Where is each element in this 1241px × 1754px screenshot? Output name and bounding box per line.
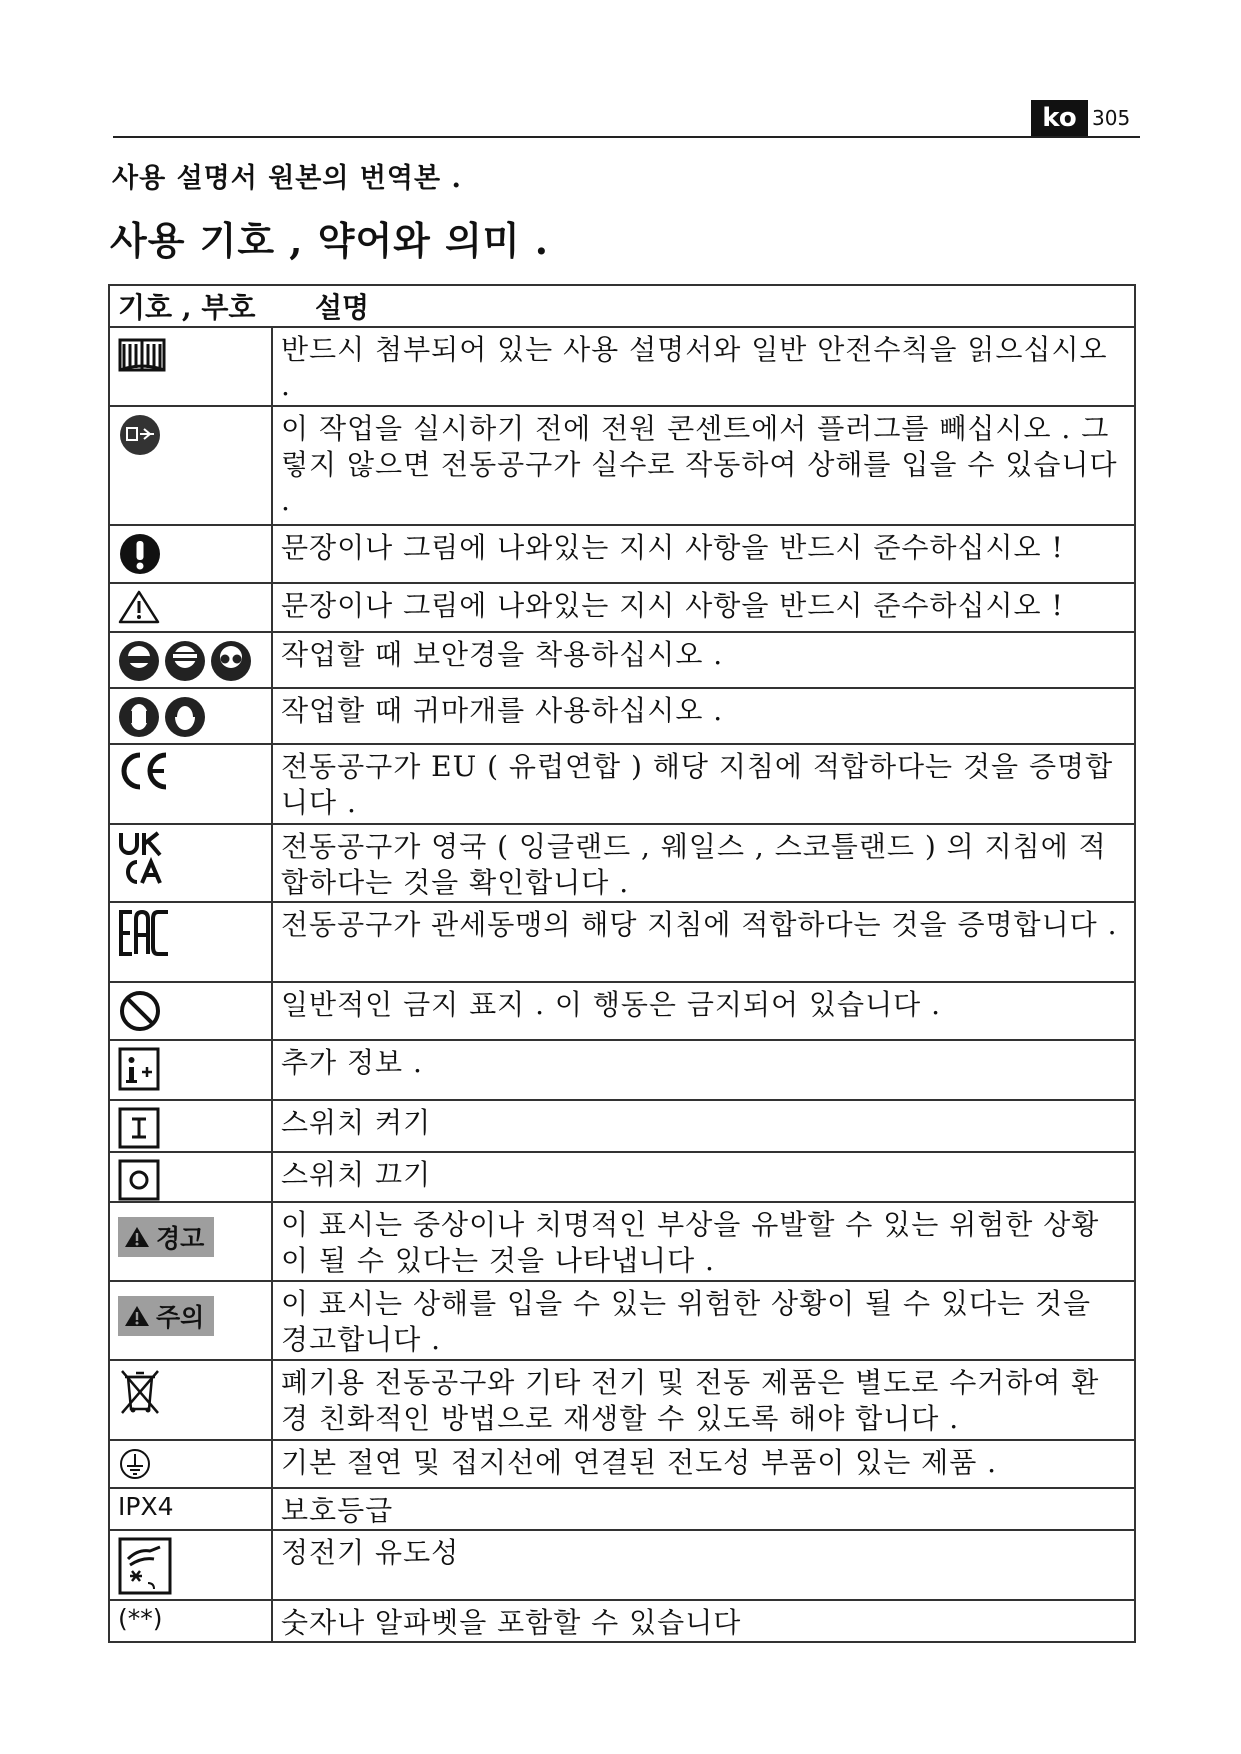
ukca-mark-icon xyxy=(118,831,164,885)
prohibition-icon xyxy=(118,989,162,1033)
table-row xyxy=(109,1202,1135,1281)
description-cell: 숫자나 알파벳을 포함할 수 있습니다 xyxy=(272,1600,1135,1642)
description-cell: 전동공구가 EU ( 유럽연합 ) 해당 지침에 적합하다는 것을 증명합니다 . xyxy=(272,744,1135,824)
info-plus-icon xyxy=(118,1047,160,1091)
document-subtitle: 사용 설명서 원본의 번역본 . xyxy=(112,163,462,194)
table-row xyxy=(109,1360,1135,1440)
symbol-cell xyxy=(109,406,272,525)
ipx4-symbol: IPX4 xyxy=(118,1492,174,1521)
symbol-cell xyxy=(109,1202,272,1281)
symbol-cell xyxy=(109,1360,272,1440)
eac-mark-icon xyxy=(118,909,170,957)
switch-off-icon xyxy=(118,1159,160,1201)
table-header-row xyxy=(109,285,1135,327)
description-cell: 기본 절연 및 접지선에 연결된 전도성 부품이 있는 제품 . xyxy=(272,1440,1135,1488)
caution-label-text: 주의 xyxy=(156,1303,205,1332)
description-cell: 일반적인 금지 표지 . 이 행동은 금지되어 있습니다 . xyxy=(272,982,1135,1040)
symbol-cell xyxy=(109,1040,272,1100)
column-header-description: 설명 xyxy=(315,291,370,324)
table-row xyxy=(109,406,1135,525)
table-row xyxy=(109,1440,1135,1488)
mandatory-exclamation-icon xyxy=(118,532,265,576)
table-row xyxy=(109,1281,1135,1360)
eye-protection-icons xyxy=(118,639,265,683)
description-cell: 보호등급 xyxy=(272,1488,1135,1530)
symbol-cell xyxy=(109,525,272,583)
table-row xyxy=(109,1152,1135,1202)
table-row xyxy=(109,744,1135,824)
table-row xyxy=(109,632,1135,688)
language-badge: ko xyxy=(1031,100,1088,136)
symbol-cell xyxy=(109,744,272,824)
table-row xyxy=(109,583,1135,632)
symbol-cell xyxy=(109,1152,272,1202)
table-row xyxy=(109,1040,1135,1100)
description-cell: 폐기용 전동공구와 기타 전기 및 전동 제품은 별도로 수거하여 환경 친화적인 방법으로 재생할 수 있도록 해야 합니다 . xyxy=(272,1360,1135,1440)
switch-on-icon xyxy=(118,1107,160,1149)
symbol-cell xyxy=(109,327,272,406)
symbol-cell xyxy=(109,902,272,982)
description-cell: 전동공구가 영국 ( 잉글랜드 , 웨일스 , 스코틀랜드 ) 의 지침에 적합하다는 것을 확인합니다 . xyxy=(272,824,1135,902)
symbol-cell xyxy=(109,1600,272,1642)
placeholder-symbol: (**) xyxy=(118,1604,163,1633)
page-number: 305 xyxy=(1092,106,1131,130)
symbol-cell xyxy=(109,688,272,744)
description-cell: 반드시 첨부되어 있는 사용 설명서와 일반 안전수칙을 읽으십시오 . xyxy=(272,327,1135,406)
column-header-symbol: 기호 , 부호 xyxy=(118,291,256,324)
table-header xyxy=(109,285,1135,327)
table-row xyxy=(109,982,1135,1040)
symbol-cell xyxy=(109,1100,272,1152)
symbol-cell xyxy=(109,1440,272,1488)
table-row xyxy=(109,902,1135,982)
symbols-table xyxy=(108,284,1136,1643)
symbol-cell xyxy=(109,583,272,632)
table-row xyxy=(109,1600,1135,1642)
warning-triangle-icon xyxy=(118,590,265,624)
description-cell: 추가 정보 . xyxy=(272,1040,1135,1100)
description-cell: 스위치 끄기 xyxy=(272,1152,1135,1202)
table-row xyxy=(109,327,1135,406)
caution-label-icon xyxy=(118,1296,214,1336)
warning-label-text: 경고 xyxy=(156,1224,205,1253)
description-cell: 작업할 때 귀마개를 사용하십시오 . xyxy=(272,688,1135,744)
manual-book-icon xyxy=(118,334,265,374)
protective-earth-icon xyxy=(118,1447,152,1481)
description-cell: 문장이나 그림에 나와있는 지시 사항을 반드시 준수하십시오 ! xyxy=(272,525,1135,583)
symbol-cell xyxy=(109,1281,272,1360)
unplug-icon xyxy=(118,413,265,457)
esd-icon xyxy=(118,1537,172,1595)
symbol-cell xyxy=(109,824,272,902)
description-cell: 스위치 켜기 xyxy=(272,1100,1135,1152)
table-row xyxy=(109,824,1135,902)
ce-mark-icon xyxy=(118,751,170,791)
symbol-cell xyxy=(109,1488,272,1530)
header-rule xyxy=(113,136,1140,138)
description-cell: 작업할 때 보안경을 착용하십시오 . xyxy=(272,632,1135,688)
page-title: 사용 기호 , 약어와 의미 . xyxy=(110,218,549,263)
description-cell: 이 작업을 실시하기 전에 전원 콘센트에서 플러그를 빼십시오 . 그렇지 않으면 전동공구가 실수로 작동하여 상해를 입을 수 있습니다 . xyxy=(272,406,1135,525)
symbol-cell xyxy=(109,632,272,688)
description-cell: 정전기 유도성 xyxy=(272,1530,1135,1600)
table-row xyxy=(109,525,1135,583)
description-cell: 문장이나 그림에 나와있는 지시 사항을 반드시 준수하십시오 ! xyxy=(272,583,1135,632)
ear-protection-icons xyxy=(118,695,265,739)
table-row xyxy=(109,1530,1135,1600)
description-cell: 전동공구가 관세동맹의 해당 지침에 적합하다는 것을 증명합니다 . xyxy=(272,902,1135,982)
description-cell: 이 표시는 중상이나 치명적인 부상을 유발할 수 있는 위험한 상황이 될 수 있다는 것을 나타냅니다 . xyxy=(272,1202,1135,1281)
description-cell: 이 표시는 상해를 입을 수 있는 위험한 상황이 될 수 있다는 것을 경고합니다 . xyxy=(272,1281,1135,1360)
table-row xyxy=(109,1100,1135,1152)
table-row xyxy=(109,1488,1135,1530)
symbol-cell xyxy=(109,1530,272,1600)
weee-bin-icon xyxy=(118,1367,162,1415)
table-row xyxy=(109,688,1135,744)
symbol-cell xyxy=(109,982,272,1040)
warning-label-icon xyxy=(118,1217,214,1257)
